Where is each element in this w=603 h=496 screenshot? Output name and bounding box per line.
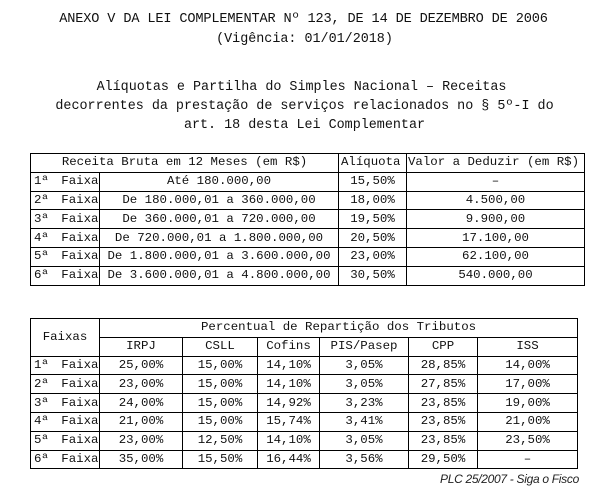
faixa-label: 3ª Faixa: [31, 210, 100, 229]
iss-value: 19,00%: [478, 394, 578, 413]
aliquota-value: 23,00%: [339, 247, 407, 266]
irpj-value: 23,00%: [100, 431, 183, 450]
iss-value: –: [478, 450, 578, 469]
cpp-value: 29,50%: [409, 450, 478, 469]
table-row: [31, 394, 578, 413]
aliquota-value: 15,50%: [339, 172, 407, 191]
table-row: [31, 356, 578, 375]
subtitle-line-3: art. 18 desta Lei Complementar: [183, 118, 426, 133]
receita-range: De 360.000,01 a 720.000,00: [100, 210, 339, 229]
pis-pasep-value: 3,56%: [320, 450, 409, 469]
header-cpp: CPP: [409, 337, 478, 356]
csll-value: 15,00%: [183, 412, 258, 431]
table-row: [31, 210, 585, 229]
cofins-value: 14,10%: [258, 356, 320, 375]
faixa-label: 5ª Faixa: [31, 247, 100, 266]
iss-value: 14,00%: [478, 356, 578, 375]
table-header-row: [31, 319, 578, 338]
csll-value: 15,00%: [183, 356, 258, 375]
irpj-value: 21,00%: [100, 412, 183, 431]
header-percentual-reparticao: Percentual de Repartição dos Tributos: [100, 319, 578, 338]
partilha-table: [30, 318, 578, 469]
subtitle-line-2: decorrentes da prestação de serviços relacionados no § 5º-I do: [55, 99, 554, 114]
iss-value: 17,00%: [478, 375, 578, 394]
table-row: [31, 191, 585, 210]
table-row: [31, 375, 578, 394]
pis-pasep-value: 3,05%: [320, 431, 409, 450]
header-pis-pasep: PIS/Pasep: [320, 337, 409, 356]
deduzir-value: 540.000,00: [407, 266, 585, 285]
faixa-label: 1ª Faixa: [31, 356, 100, 375]
deduzir-value: –: [407, 172, 585, 191]
vigencia-date: (Vigência: 01/01/2018): [216, 32, 393, 47]
faixa-label: 3ª Faixa: [31, 394, 100, 413]
cpp-value: 23,85%: [409, 394, 478, 413]
faixa-label: 2ª Faixa: [31, 375, 100, 394]
irpj-value: 25,00%: [100, 356, 183, 375]
cofins-value: 16,44%: [258, 450, 320, 469]
table-row: [31, 247, 585, 266]
iss-value: 23,50%: [478, 431, 578, 450]
header-iss: ISS: [478, 337, 578, 356]
irpj-value: 23,00%: [100, 375, 183, 394]
cpp-value: 23,85%: [409, 431, 478, 450]
deduzir-value: 9.900,00: [407, 210, 585, 229]
header-aliquota: Alíquota: [339, 154, 407, 173]
cpp-value: 28,85%: [409, 356, 478, 375]
pis-pasep-value: 3,05%: [320, 375, 409, 394]
faixa-label: 4ª Faixa: [31, 229, 100, 248]
table-header-row: [31, 154, 585, 173]
header-irpj: IRPJ: [100, 337, 183, 356]
deduzir-value: 62.100,00: [407, 247, 585, 266]
aliquota-value: 20,50%: [339, 229, 407, 248]
faixa-label: 2ª Faixa: [31, 191, 100, 210]
cpp-value: 27,85%: [409, 375, 478, 394]
faixa-label: 6ª Faixa: [31, 266, 100, 285]
receita-range: Até 180.000,00: [100, 172, 339, 191]
csll-value: 12,50%: [183, 431, 258, 450]
cofins-value: 15,74%: [258, 412, 320, 431]
faixa-label: 4ª Faixa: [31, 412, 100, 431]
header-cofins: Cofins: [258, 337, 320, 356]
pis-pasep-value: 3,41%: [320, 412, 409, 431]
irpj-value: 24,00%: [100, 394, 183, 413]
cpp-value: 23,85%: [409, 412, 478, 431]
aliquota-value: 19,50%: [339, 210, 407, 229]
table-subheader-row: [31, 337, 578, 356]
document-title: ANEXO V DA LEI COMPLEMENTAR Nº 123, DE 14 DE DEZEMBRO DE 2006: [59, 12, 548, 27]
header-valor-deduzir: Valor a Deduzir (em R$): [407, 154, 585, 173]
receita-range: De 1.800.000,01 a 3.600.000,00: [100, 247, 339, 266]
header-receita-bruta: Receita Bruta em 12 Meses (em R$): [31, 154, 339, 173]
aliquota-value: 30,50%: [339, 266, 407, 285]
cofins-value: 14,10%: [258, 431, 320, 450]
receita-range: De 180.000,01 a 360.000,00: [100, 191, 339, 210]
cofins-value: 14,10%: [258, 375, 320, 394]
pis-pasep-value: 3,23%: [320, 394, 409, 413]
faixa-label: 5ª Faixa: [31, 431, 100, 450]
table-row: [31, 172, 585, 191]
receita-range: De 720.000,01 a 1.800.000,00: [100, 229, 339, 248]
table-row: [31, 229, 585, 248]
iss-value: 21,00%: [478, 412, 578, 431]
receita-range: De 3.600.000,01 a 4.800.000,00: [100, 266, 339, 285]
aliquota-value: 18,00%: [339, 191, 407, 210]
table-row: [31, 266, 585, 285]
cofins-value: 14,92%: [258, 394, 320, 413]
header-csll: CSLL: [183, 337, 258, 356]
table-row: [31, 450, 578, 469]
aliquotas-table: [30, 153, 585, 286]
csll-value: 15,50%: [183, 450, 258, 469]
deduzir-value: 17.100,00: [407, 229, 585, 248]
irpj-value: 35,00%: [100, 450, 183, 469]
faixa-label: 6ª Faixa: [31, 450, 100, 469]
deduzir-value: 4.500,00: [407, 191, 585, 210]
table-row: [31, 431, 578, 450]
csll-value: 15,00%: [183, 375, 258, 394]
table-row: [31, 412, 578, 431]
faixa-label: 1ª Faixa: [31, 172, 100, 191]
header-faixas: Faixas: [31, 319, 100, 357]
source-footer: PLC 25/2007 - Siga o Fisco: [440, 472, 579, 486]
csll-value: 15,00%: [183, 394, 258, 413]
pis-pasep-value: 3,05%: [320, 356, 409, 375]
subtitle-line-1: Alíquotas e Partilha do Simples Nacional – Receitas: [96, 80, 507, 95]
